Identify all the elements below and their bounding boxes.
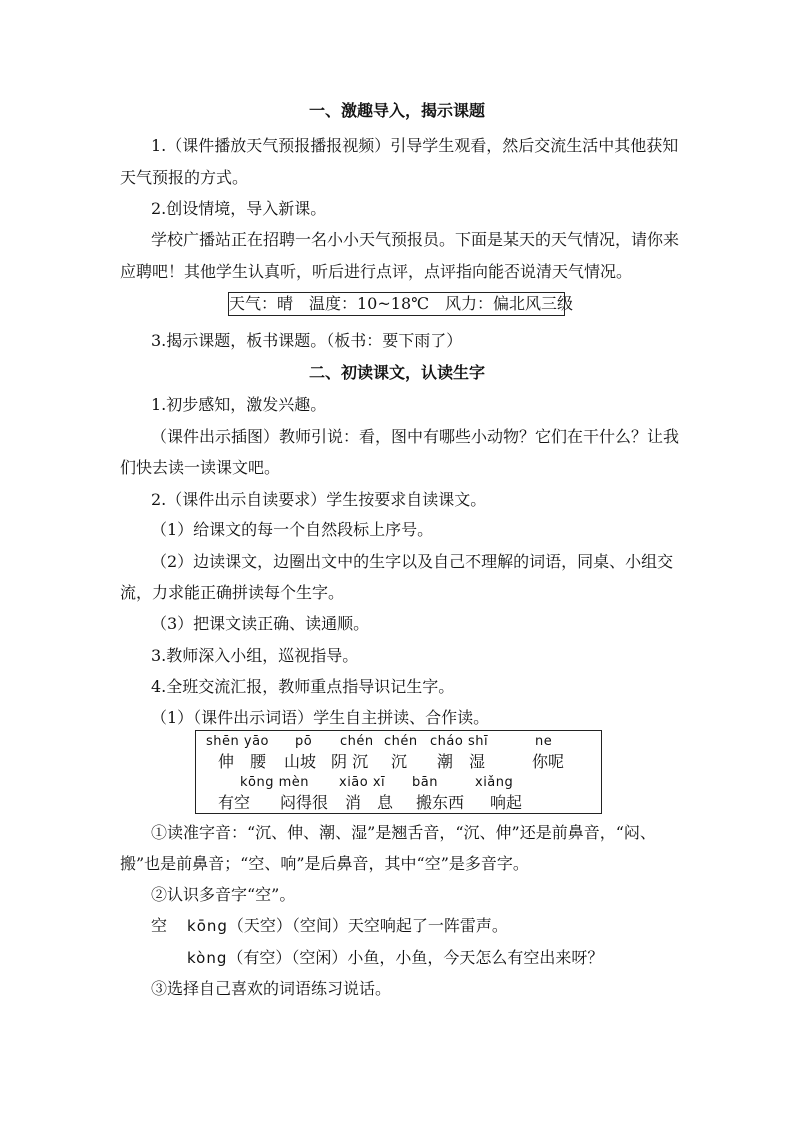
section-heading-1: 一、激趣导入，揭示课题: [308, 101, 485, 120]
word-xiang-qi: 响起: [490, 793, 523, 812]
paragraph-4: 3.揭示课题，板书课题。（板书：要下雨了）: [151, 331, 463, 350]
requirement-2-line-2: 流，力求能正确拼读每个生字。: [120, 583, 345, 602]
s2-paragraph-2-line-1: （课件出示插图）教师引说：看，图中有哪些小动物？它们在干什么？让我: [151, 427, 680, 446]
polyphone-pinyin-1: kōng: [187, 917, 228, 935]
polyphone-kong-2: [187, 948, 603, 968]
pinyin-kong-men: kōng mèn: [240, 775, 310, 790]
paragraph-1-line-1: 1.（课件播放天气预报播报视频）引导学生观看，然后交流生活中其他获知: [151, 136, 679, 155]
word-men-de-hen: 闷得很: [280, 793, 329, 812]
paragraph-1-line-2: 天气预报的方式。: [120, 168, 249, 187]
polyphone-kong-1: [151, 916, 508, 936]
polyphone-example-2: （有空）（空闲）小鱼，小鱼，今天怎么有空出来呀？: [227, 948, 604, 967]
polyphone-example-1: （天空）（空间）天空响起了一阵雷声。: [227, 916, 508, 935]
word-chao-shi: 潮 湿: [437, 752, 486, 771]
section-heading-2: 二、初读课文，认读生字: [308, 363, 485, 382]
word-you-kong: 有空: [218, 793, 251, 812]
requirement-2-line-1: （2）边读课文，边圈出文中的生字以及自己不理解的词语，同桌、小组交: [151, 552, 674, 571]
word-list-box: [195, 730, 602, 814]
note-2: ②认识多音字“空”。: [151, 885, 296, 904]
pinyin-ne: ne: [535, 734, 553, 749]
pinyin-ban: bān: [412, 775, 438, 790]
word-shan-po: 山坡: [284, 752, 317, 771]
weather-info-box: 天气：晴 温度：10~18℃ 风力：偏北风三级: [228, 292, 565, 316]
s2-paragraph-3: 2.（课件出示自读要求）学生按要求自读课文。: [151, 490, 487, 509]
pinyin-po: pō: [295, 734, 313, 749]
polyphone-pinyin-2: kòng: [187, 949, 228, 967]
pinyin-chen-1: chén: [340, 734, 374, 749]
sub-item-1: （1）（课件出示词语）学生自主拼读、合作读。: [151, 708, 490, 727]
pinyin-xiao-xi: xiāo xī: [339, 775, 386, 790]
requirement-3: （3）把课文读正确、读通顺。: [151, 614, 370, 633]
note-3: ③选择自己喜欢的词语练习说话。: [151, 979, 392, 998]
word-chen: 沉: [391, 752, 408, 771]
word-yin-chen: 阴 沉: [331, 752, 369, 771]
polyphone-char: 空: [151, 916, 168, 935]
paragraph-3-line-1: 学校广播站正在招聘一名小小天气预报员。下面是某天的天气情况，请你来: [151, 230, 680, 249]
word-ni-ne: 你呢: [532, 752, 565, 771]
s2-paragraph-4: 3.教师深入小组，巡视指导。: [151, 646, 359, 665]
s2-paragraph-1: 1.初步感知，激发兴趣。: [151, 395, 327, 414]
requirement-1: （1）给课文的每一个自然段标上序号。: [151, 520, 434, 539]
word-shen-yao: 伸 腰: [218, 752, 267, 771]
word-ban-dong-xi: 搬东西: [416, 793, 465, 812]
paragraph-3-line-2: 应聘吧！其他学生认真听，听后进行点评，点评指向能否说清天气情况。: [120, 262, 633, 281]
pinyin-chen-2: chén: [384, 734, 418, 749]
paragraph-2: 2.创设情境，导入新课。: [151, 199, 327, 218]
note-1-line-2: 搬”也是前鼻音；“空、响”是后鼻音，其中“空”是多音字。: [120, 854, 529, 873]
s2-paragraph-2-line-2: 们快去读一读课文吧。: [120, 458, 281, 477]
pinyin-xiang: xiǎng: [475, 775, 514, 790]
note-1-line-1: ①读准字音：“沉、伸、潮、湿”是翘舌音，“沉、伸”还是前鼻音，“闷、: [151, 823, 656, 842]
pinyin-shen-yao: shēn yāo: [206, 734, 269, 749]
pinyin-chao-shi: cháo shī: [430, 734, 489, 749]
word-xiao-xi: 消 息: [345, 793, 394, 812]
s2-paragraph-5: 4.全班交流汇报，教师重点指导识记生字。: [151, 677, 455, 696]
